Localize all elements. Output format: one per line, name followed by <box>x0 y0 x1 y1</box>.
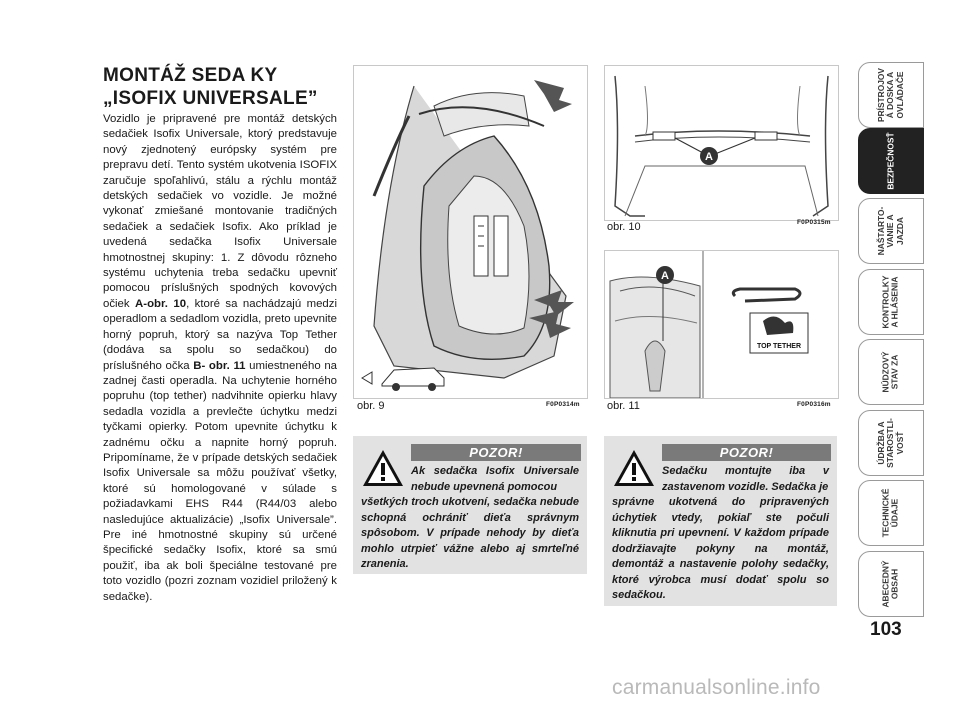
tab-udrzba[interactable] <box>858 410 924 476</box>
tab-nastartovanie[interactable] <box>858 198 924 264</box>
tab-label: ABECEDNÝ OBSAH <box>880 560 900 608</box>
top-tether-illustration <box>605 251 838 398</box>
tab-technicke-udaje[interactable] <box>858 480 924 546</box>
tab-label: NÚDZOVÝ STAV ZA <box>880 351 900 393</box>
figure-reference-b: B- obr. 11 <box>193 359 246 372</box>
marker-a-label: A <box>705 151 713 163</box>
tab-label: KONTROLKY A HLÁSENIA <box>880 275 900 329</box>
warning-heading: POZOR! <box>411 444 581 461</box>
figure-10-code: F0P0315m <box>797 219 831 226</box>
tab-label: BEZPEČNOSŤ <box>885 132 896 190</box>
page-number: 103 <box>870 619 902 640</box>
warning-heading: POZOR! <box>662 444 831 461</box>
section-title <box>103 64 343 110</box>
title-line-1: MONTÁŽ SEDA KY <box>103 65 278 86</box>
figure-9-isofix-seat <box>353 65 588 399</box>
body-text-2: , ktoré sa nachádzajú medzi operadlom a sedadlom vozidla, preto upevnite horný popruh, ktorý sa nazýva Top Tether (dodáva sa spolu so sedačkou) do príslušného očka <box>103 297 337 372</box>
figure-10-anchorages <box>604 65 839 221</box>
figure-11-top-tether <box>604 250 839 399</box>
warning-body: správne ukotvená do pripravených úchytiek vtedy, pokiaľ ste počuli kliknutia pri upevnení. V každom prípade dodržiavajte pokyny na montáž, demontáž a nastavenie polohy sedačky, ktoré výrobca musí dodať spolu so sedačkou. <box>612 496 829 601</box>
marker-a-label: A <box>661 270 669 282</box>
warning-box-1 <box>353 436 587 574</box>
tab-label: NAŠTARTO- VANIE A JAZDA <box>875 206 905 256</box>
warning-text <box>361 464 579 573</box>
figure-10-caption: obr. 10 <box>607 221 641 233</box>
seat-anchorage-illustration <box>605 66 838 220</box>
tab-pristrojova-doska[interactable] <box>858 62 924 128</box>
warning-body: všetkých troch ukotvení, sedačka nebude schopná ochrániť dieťa správnym spôsobom. V prípade nehody by dieťa mohlo utrpieť vážne alebo aj smrteľné zranenia. <box>361 496 579 570</box>
car-icon <box>362 368 444 391</box>
warning-lead: Ak sedačka Isofix Universale nebude upevnená pomocou <box>411 465 579 493</box>
tab-label: PRÍSTROJOV Á DOSKA A OVLÁDAČE <box>875 68 905 122</box>
tab-abecedny-obsah[interactable] <box>858 551 924 617</box>
warning-text <box>612 464 829 604</box>
figure-reference-a: A-obr. 10 <box>135 297 187 310</box>
body-text-1: Vozidlo je pripravené pre montáž detských sedačiek Isofix Universale, ktorý predstavuje nový zjednotený európsky systém pre prepravu detí. Tento systém ukotvenia ISOFIX zaručuje spoľahlivú, stálu a rýchlu montáž detských sedačiek vo vozidle. Je možné vykonať zmiešané montovanie tradičných sedačiek a sedačiek Isofix. Ako príklad je uvedená sedačka Isofix Universale hmotnostnej skupiny: 1. Z dôvodu rôzneho systému uchytenia treba sedačku upevniť pomocou príslušných spodných kovových očiek <box>103 113 337 310</box>
figure-11-code: F0P0316m <box>797 401 831 408</box>
figure-9-caption: obr. 9 <box>357 400 385 412</box>
tab-label: TECHNICKÉ ÚDAJE <box>880 488 900 538</box>
body-text-3: umiestneného na zadnej časti operadla. Na uchytenie horného popruhu (top tether) nadvihnite opierku hlavy sedadla vozidla a prevlečte úchytku medzi tyčkami opierky. Potom upevnite úchytku k zadnému očku a napnite horný popruh. Pripomíname, že v prípade detských sedačiek Isofix Universale sa môžu používať všetky, ktoré sú homologované v súlade s požiadavkami EHS R44 (R44/03 alebo nasledujúce aktualizácie) „Isofix Universale”. Pre iné hmotnostné skupiny sú určené špecifické sedačky Isofix, ktoré sa smú použiť, iba ak boli špeciálne testované pre toto vozidlo (pozri zoznam vozidiel priložený k sedačke). <box>103 359 338 603</box>
title-line-2: „ISOFIX UNIVERSALE” <box>103 88 318 109</box>
tab-kontrolky[interactable] <box>858 269 924 335</box>
warning-lead: Sedačku montujte iba v zastavenom vozidle. Sedačka je <box>662 465 829 493</box>
tab-label: ÚDRŽBA A STAROSTLI- VOSŤ <box>875 418 905 468</box>
tab-nudzovy-stav[interactable] <box>858 339 924 405</box>
figure-9-code: F0P0314m <box>546 401 580 408</box>
watermark: carmanualsonline.info <box>612 676 821 699</box>
top-tether-label: TOP TETHER <box>756 343 802 350</box>
figure-11-caption: obr. 11 <box>607 400 640 412</box>
warning-box-2 <box>604 436 837 606</box>
body-paragraph <box>103 112 337 605</box>
tab-bezpecnost[interactable] <box>858 128 924 194</box>
child-seat-illustration <box>354 66 587 398</box>
